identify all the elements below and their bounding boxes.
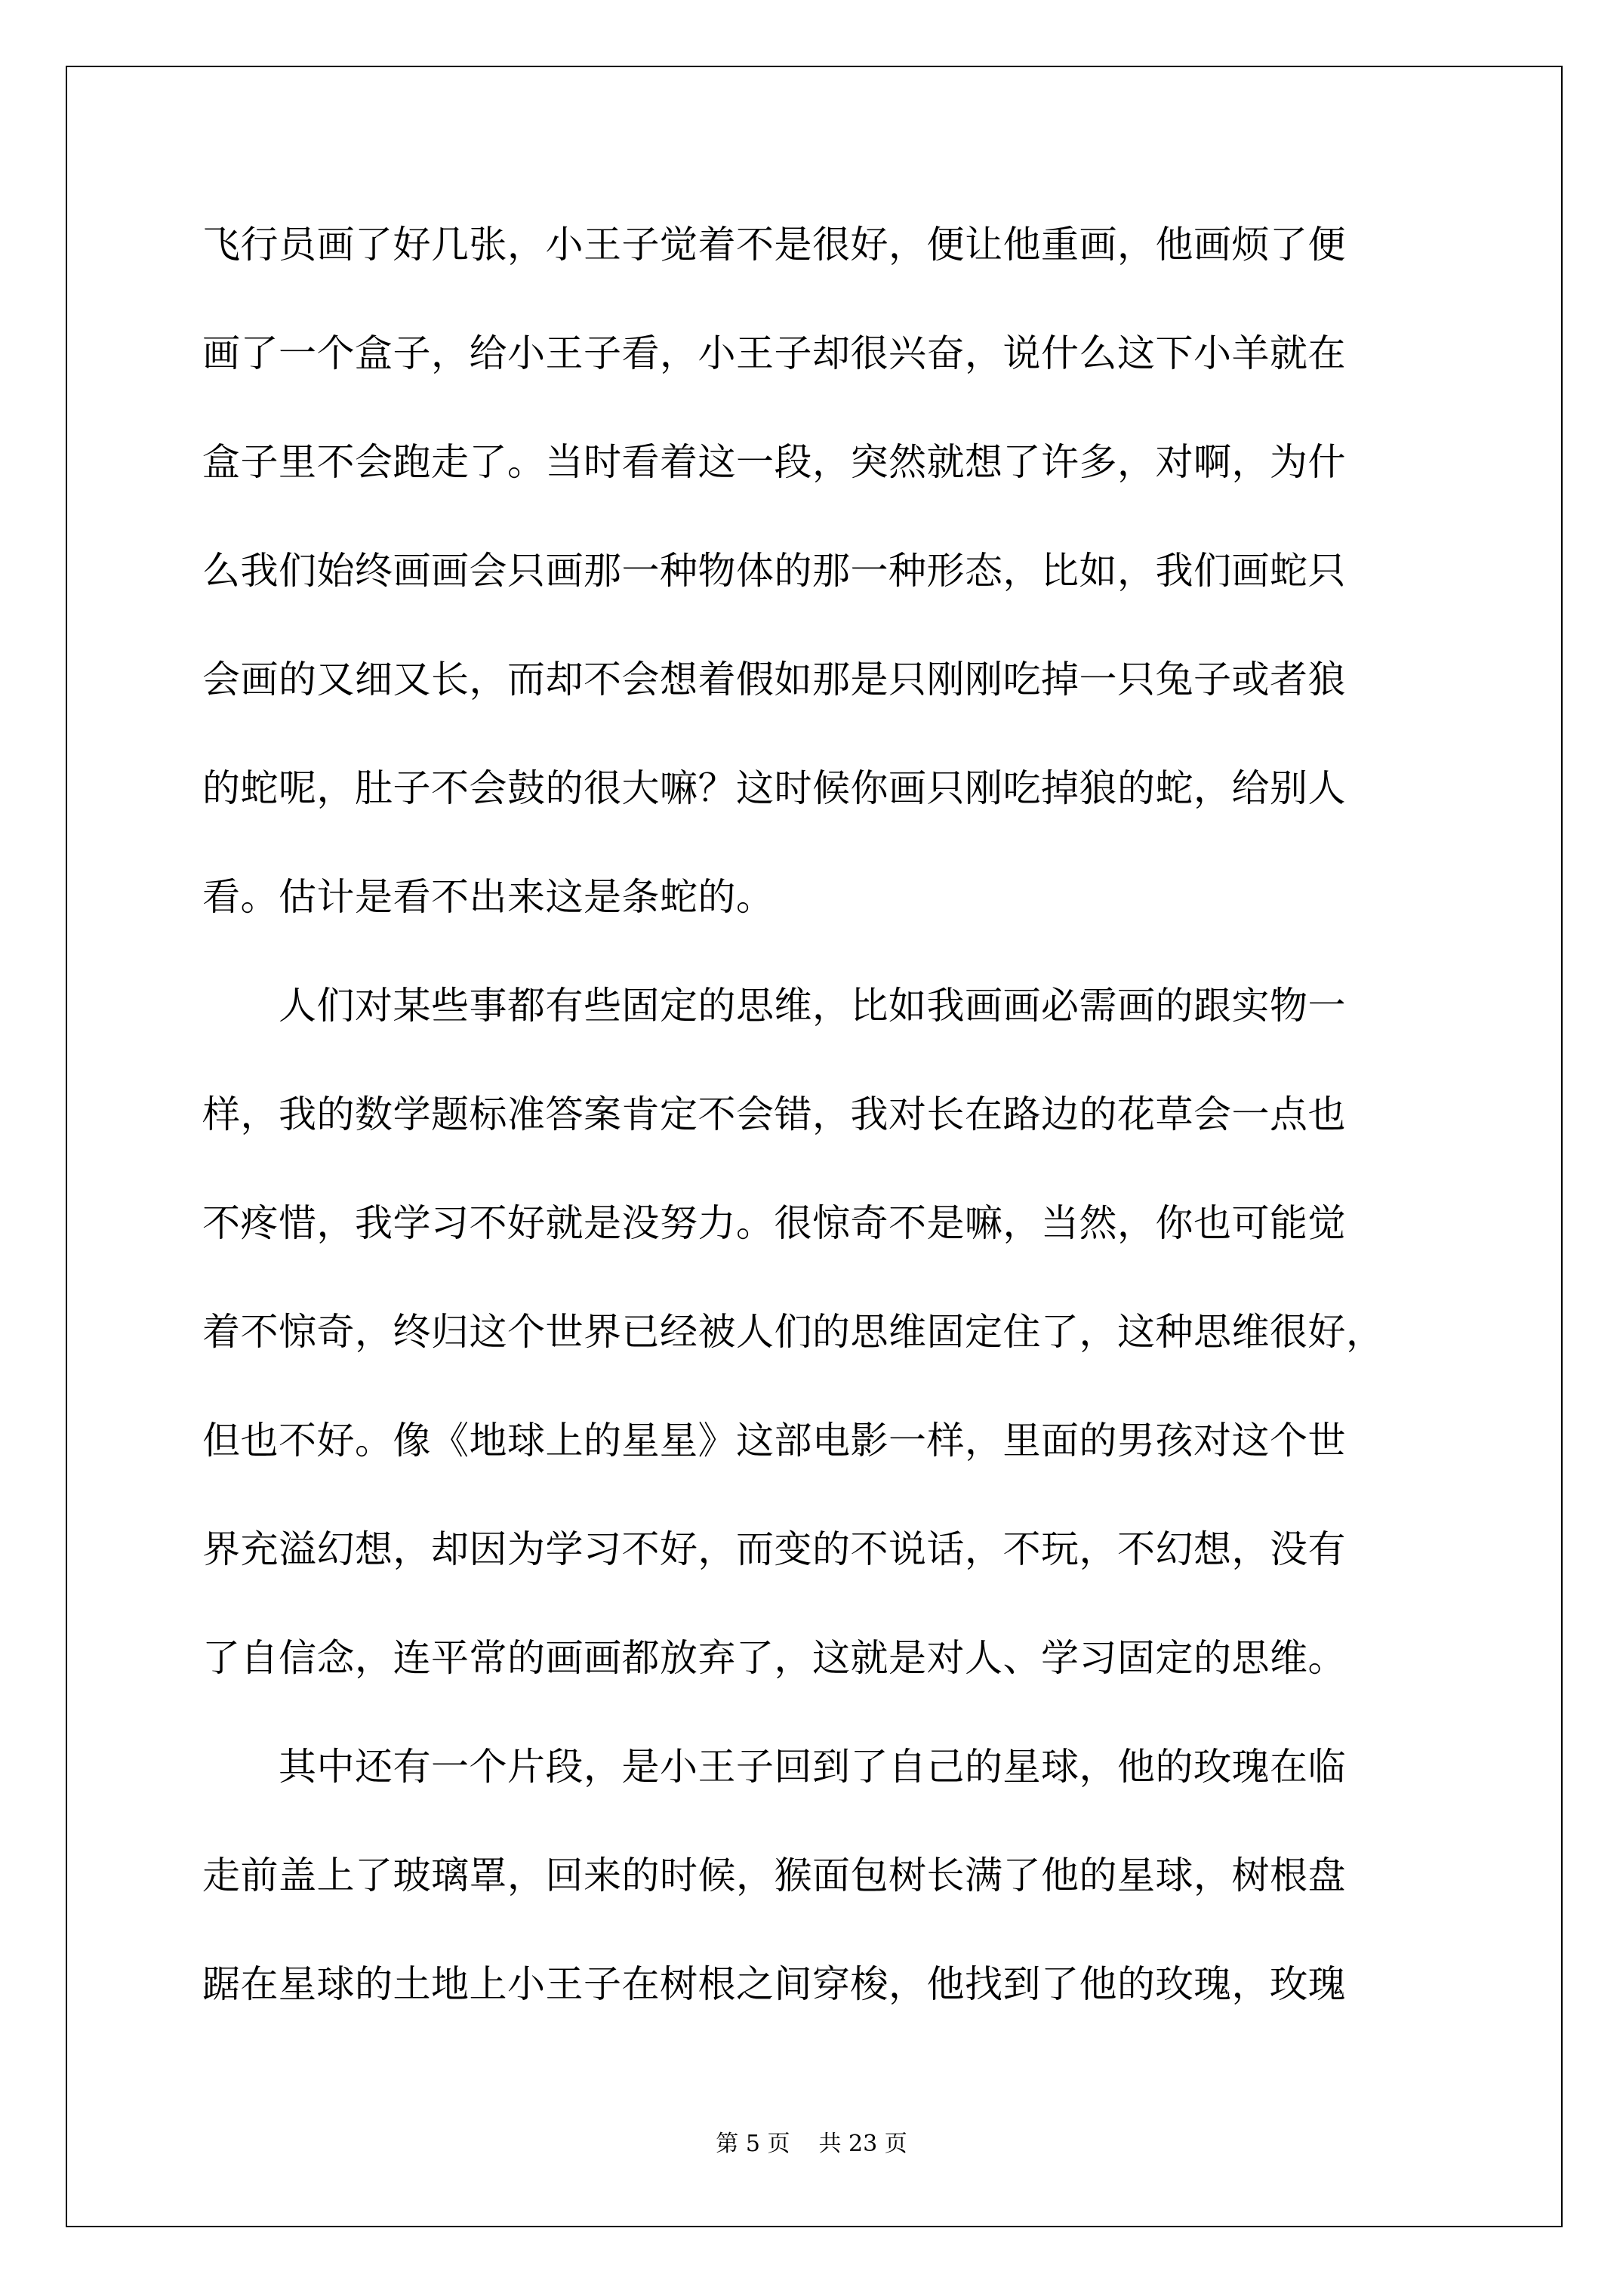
text-line: 着不惊奇，终归这个世界已经被人们的思维固定住了，这种思维很好， bbox=[202, 1310, 1384, 1354]
text-line: 其中还有一个片段，是小王子回到了自己的星球，他的玫瑰在临 bbox=[202, 1745, 1346, 1789]
page-total: 共 23 页 bbox=[818, 2131, 907, 2157]
text-line: 走前盖上了玻璃罩，回来的时候，猴面包树长满了他的星球，树根盘 bbox=[202, 1854, 1346, 1897]
text-line: 么我们始终画画会只画那一种物体的那一种形态，比如，我们画蛇只 bbox=[202, 549, 1346, 593]
text-line: 样，我的数学题标准答案肯定不会错，我对长在路边的花草会一点也 bbox=[202, 1093, 1346, 1136]
text-line: 会画的又细又长，而却不会想着假如那是只刚刚吃掉一只兔子或者狼 bbox=[202, 658, 1346, 701]
page-footer bbox=[0, 2129, 1623, 2159]
text-line: 不疼惜，我学习不好就是没努力。很惊奇不是嘛，当然，你也可能觉 bbox=[202, 1201, 1346, 1245]
document-body bbox=[202, 214, 1437, 2063]
text-line: 飞行员画了好几张，小王子觉着不是很好，便让他重画，他画烦了便 bbox=[202, 223, 1346, 267]
text-line: 界充溢幻想，却因为学习不好，而变的不说话，不玩，不幻想，没有 bbox=[202, 1527, 1346, 1571]
text-line: 了自信念，连平常的画画都放弃了，这就是对人、学习固定的思维。 bbox=[202, 1636, 1346, 1680]
text-line: 看。估计是看不出来这是条蛇的。 bbox=[202, 875, 775, 919]
page-number: 第 5 页 bbox=[716, 2131, 790, 2157]
text-line: 但也不好。像《地球上的星星》这部电影一样，里面的男孩对这个世 bbox=[202, 1419, 1346, 1462]
text-line: 人们对某些事都有些固定的思维，比如我画画必需画的跟实物一 bbox=[202, 984, 1346, 1028]
text-line: 画了一个盒子，给小王子看，小王子却很兴奋，说什么这下小羊就在 bbox=[202, 331, 1346, 375]
text-line: 的蛇呢，肚子不会鼓的很大嘛？这时候你画只刚吃掉狼的蛇，给别人 bbox=[202, 766, 1346, 810]
text-line: 盒子里不会跑走了。当时看着这一段，突然就想了许多，对啊，为什 bbox=[202, 440, 1346, 484]
text-line: 踞在星球的土地上小王子在树根之间穿梭，他找到了他的玫瑰，玫瑰 bbox=[202, 1962, 1346, 2006]
